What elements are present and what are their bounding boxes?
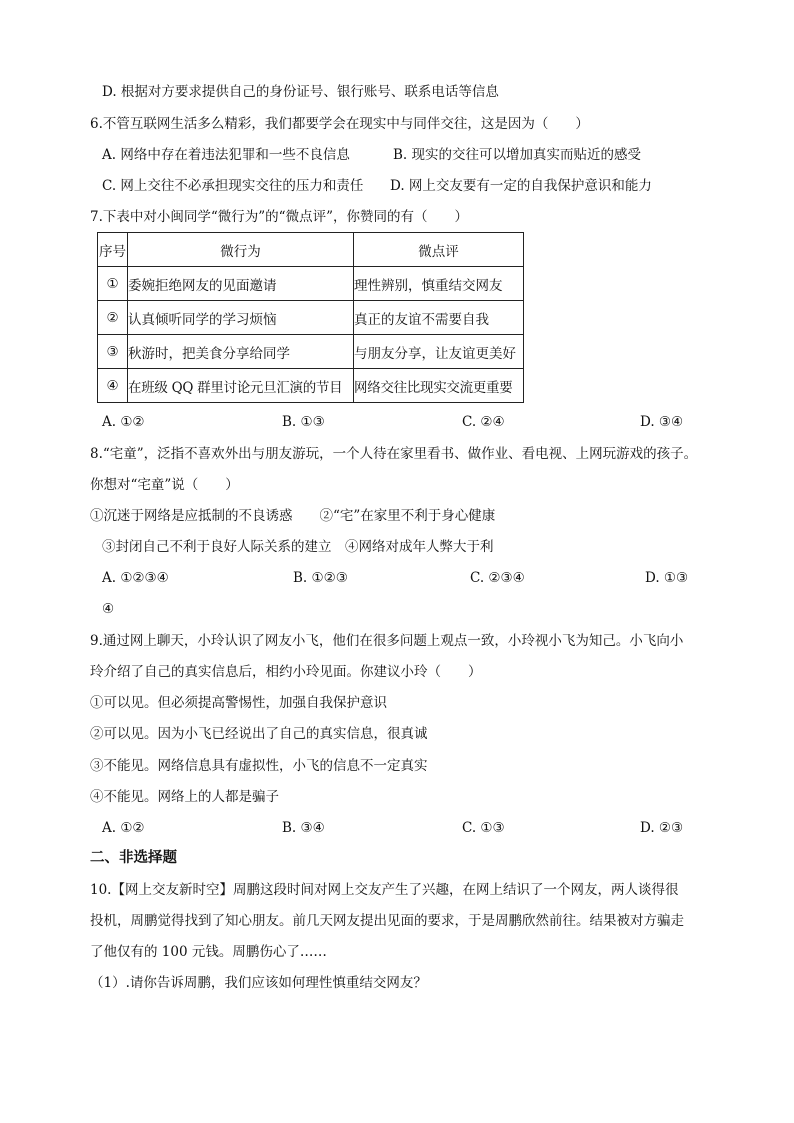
q9-option-d: D. ②③ bbox=[640, 820, 684, 836]
q9-statement-2: ②可以见。因为小飞已经说出了自己的真实信息，很真诚 bbox=[90, 726, 428, 742]
q7-option-d: D. ③④ bbox=[640, 414, 684, 430]
q9-option-b: B. ③④ bbox=[282, 820, 325, 836]
question-8-stem-cont: 你想对“宅童”说（ ） bbox=[90, 477, 239, 493]
table-header-row bbox=[98, 233, 524, 267]
q8-option-b: B. ①②③ bbox=[293, 570, 348, 586]
q9-statement-4: ④不能见。网络上的人都是骗子 bbox=[90, 789, 279, 805]
table-cell-behavior: 秋游时，把美食分享给同学 bbox=[128, 335, 354, 369]
table-row bbox=[98, 267, 524, 301]
q9-option-c: C. ①③ bbox=[462, 820, 505, 836]
table-header-cell: 序号 bbox=[98, 233, 128, 267]
q5-option-d: D. 根据对方要求提供自己的身份证号、银行账号、联系电话等信息 bbox=[102, 84, 499, 100]
question-7-stem: 7.下表中对小闽同学“微行为”的“微点评”，你赞同的有（ ） bbox=[90, 209, 468, 225]
q6-option-b: B. 现实的交往可以增加真实而贴近的感受 bbox=[393, 147, 642, 163]
q7-option-a: A. ①② bbox=[102, 414, 145, 430]
question-10-stem-cont2: 了他仅有的 100 元钱。周鹏伤心了…… bbox=[90, 944, 327, 960]
q8-option-d-continued: ④ bbox=[102, 601, 115, 617]
q9-statement-3: ③不能见。网络信息具有虚拟性，小飞的信息不一定真实 bbox=[90, 758, 428, 774]
q7-option-c: C. ②④ bbox=[462, 414, 505, 430]
table-cell-comment: 网络交往比现实交流更重要 bbox=[354, 369, 524, 403]
table-cell-number: ④ bbox=[98, 369, 128, 403]
question-6-stem: 6.不管互联网生活多么精彩，我们都要学会在现实中与同伴交往，这是因为（ ） bbox=[90, 116, 589, 132]
section-heading: 二、非选择题 bbox=[90, 850, 177, 866]
q7-option-b: B. ①③ bbox=[282, 414, 325, 430]
q8-option-d: D. ①③ bbox=[645, 570, 689, 586]
q6-option-d: D. 网上交友要有一定的自我保护意识和能力 bbox=[390, 178, 652, 194]
q7-table bbox=[97, 232, 524, 403]
question-8-stem: 8.“宅童”，泛指不喜欢外出与朋友游玩，一个人待在家里看书、做作业、看电视、上网玩游戏的孩子。 bbox=[90, 446, 698, 462]
table-row bbox=[98, 369, 524, 403]
table-cell-comment: 真正的友谊不需要自我 bbox=[354, 301, 524, 335]
q8-option-a: A. ①②③④ bbox=[102, 570, 169, 586]
q6-option-c: C. 网上交往不必承担现实交往的压力和责任 bbox=[102, 178, 364, 194]
q9-statement-1: ①可以见。但必须提高警惕性，加强自我保护意识 bbox=[90, 695, 387, 711]
question-9-stem-cont: 玲介绍了自己的真实信息后，相约小玲见面。你建议小玲（ ） bbox=[90, 664, 482, 680]
table-cell-number: ① bbox=[98, 267, 128, 301]
table-cell-number: ② bbox=[98, 301, 128, 335]
q8-statements-2: ③封闭自己不利于良好人际关系的建立 ④网络对成年人弊大于利 bbox=[102, 539, 494, 555]
table-cell-behavior: 认真倾听同学的学习烦恼 bbox=[128, 301, 354, 335]
table-cell-behavior: 委婉拒绝网友的见面邀请 bbox=[128, 267, 354, 301]
q8-option-c: C. ②③④ bbox=[470, 570, 525, 586]
question-10-stem-cont: 投机，周鹏觉得找到了知心朋友。前几天网友提出见面的要求，于是周鹏欣然前往。结果被对方骗走 bbox=[90, 913, 684, 929]
question-9-stem: 9.通过网上聊天，小玲认识了网友小飞，他们在很多问题上观点一致，小玲视小飞为知己。小飞向小 bbox=[90, 633, 684, 649]
table-cell-comment: 与朋友分享，让友谊更美好 bbox=[354, 335, 524, 369]
table-cell-behavior: 在班级 QQ 群里讨论元旦汇演的节目 bbox=[128, 369, 354, 403]
table-row bbox=[98, 335, 524, 369]
table-header-cell: 微点评 bbox=[354, 233, 524, 267]
question-10-subquestion-1: （1）.请你告诉周鹏，我们应该如何理性慎重结交网友？ bbox=[90, 975, 427, 991]
table-row bbox=[98, 301, 524, 335]
table-cell-comment: 理性辨别，慎重结交网友 bbox=[354, 267, 524, 301]
q8-statements-1: ①沉迷于网络是应抵制的不良诱惑 ②“宅”在家里不利于身心健康 bbox=[90, 508, 496, 524]
table-cell-number: ③ bbox=[98, 335, 128, 369]
table-header-cell: 微行为 bbox=[128, 233, 354, 267]
question-10-stem: 10.【网上交友新时空】周鹏这段时间对网上交友产生了兴趣，在网上结识了一个网友，两人谈得很 bbox=[90, 882, 679, 898]
q6-option-a: A. 网络中存在着违法犯罪和一些不良信息 bbox=[102, 147, 350, 163]
q9-option-a: A. ①② bbox=[102, 820, 145, 836]
